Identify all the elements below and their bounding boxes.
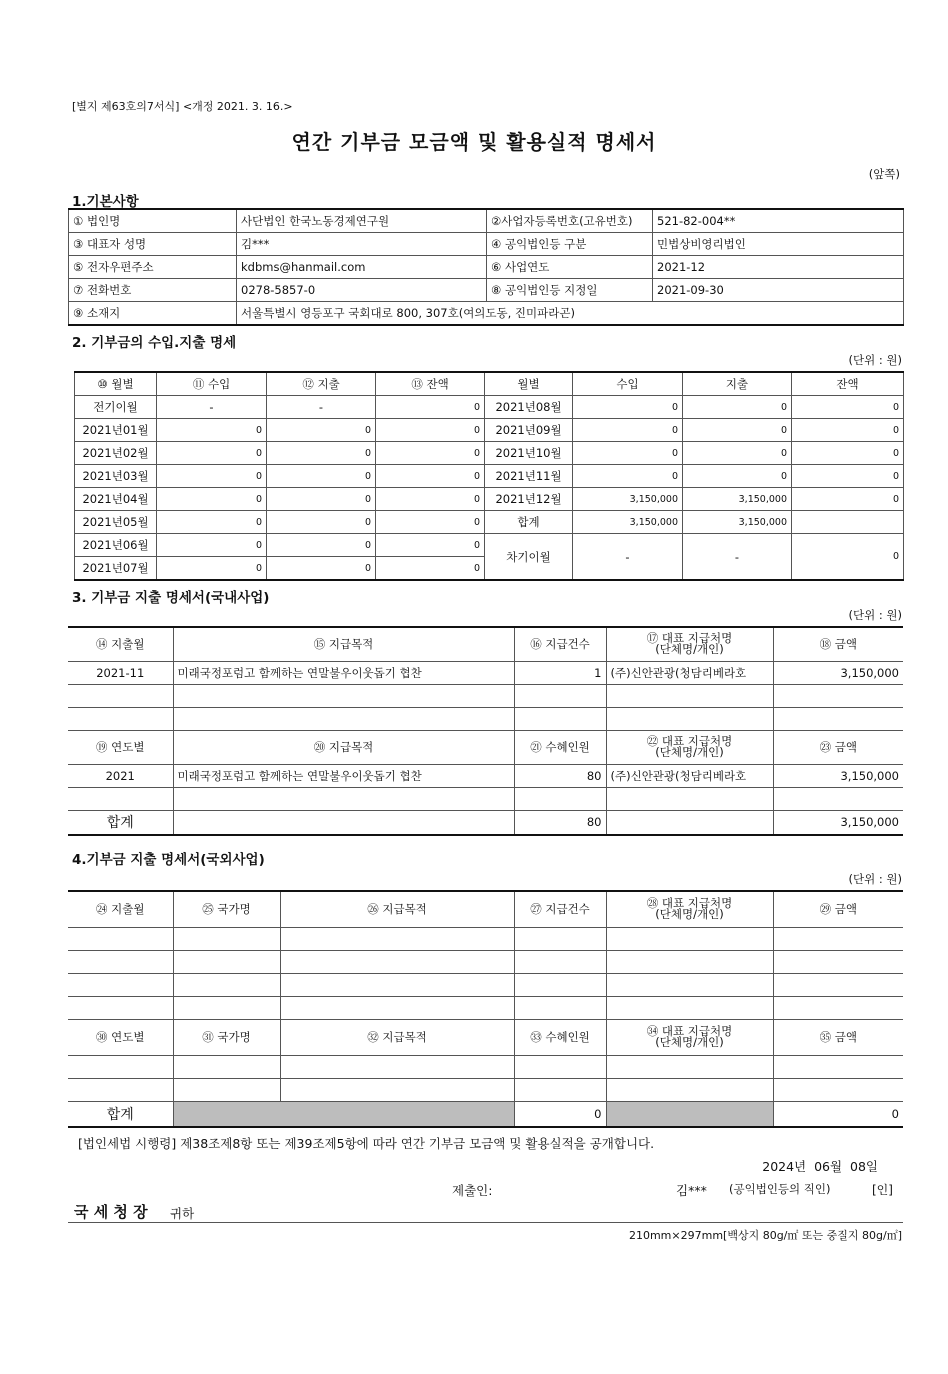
income-cell: 0 [157,442,267,465]
col-header: ㉗ 지급건수 [514,891,606,927]
month-cell: 2021년11월 [485,465,573,488]
empty-cell [606,787,773,810]
col-header: ㉔ 지출월 [68,891,173,927]
shaded-cell [606,1101,773,1127]
income-cell: 0 [573,419,683,442]
empty-cell [173,1055,280,1078]
col-header [606,730,773,764]
col-header: ㉜ 지급목적 [280,1019,514,1055]
col-header: ⑮ 지급목적 [173,627,514,661]
balance-cell: 0 [792,396,904,419]
label-cell: ④ 공익법인등 구분 [487,233,653,256]
table-row [75,396,904,419]
payee-header-line2: (단체명/개인) [655,1035,724,1049]
empty-cell [68,973,173,996]
income-cell: 0 [157,557,267,581]
empty-cell [173,927,280,950]
value-cell: 2021-12 [653,256,904,279]
balance-cell: 0 [792,465,904,488]
label-cell: ③ 대표자 성명 [69,233,237,256]
section1-heading: 1.기본사항 [72,194,139,210]
col-header [606,627,773,661]
income-cell: 0 [157,488,267,511]
value-cell: 521-82-004** [653,209,904,233]
amount-cell: 3,150,000 [773,764,903,787]
header-row [68,891,903,927]
expense-cell: 3,150,000 [683,488,792,511]
table-row [68,1078,903,1101]
label-cell: ⑦ 전화번호 [69,279,237,302]
col-header: ㉛ 국가명 [173,1019,280,1055]
carry-expense-cell: - [683,534,792,581]
balance-cell [792,511,904,534]
col-header: ㉖ 지급목적 [280,891,514,927]
table-row [68,707,903,730]
value-cell: 민법상비영리법인 [653,233,904,256]
empty-cell [173,973,280,996]
month-cell: 2021년06월 [75,534,157,557]
balance-cell: 0 [376,465,485,488]
payee-header-line2: (단체명/개인) [655,745,724,759]
basic-info-row [69,233,904,256]
table-row [68,684,903,707]
submission-date: 2024년 06월 08일 [762,1159,878,1174]
shaded-cell [173,1101,514,1127]
empty-cell [773,1055,903,1078]
expense-cell: 0 [683,419,792,442]
empty-cell [173,707,514,730]
payee-cell: (주)신안관광(청담리베라호 [606,661,773,684]
expense-cell: 0 [267,465,376,488]
total-people: 0 [514,1101,606,1127]
balance-cell: 0 [792,442,904,465]
expense-cell: 0 [267,534,376,557]
col-header: ㉝ 수혜인원 [514,1019,606,1055]
empty-cell [606,1055,773,1078]
header-row [68,730,903,764]
empty-cell [68,950,173,973]
empty-cell [68,927,173,950]
empty-cell [773,1078,903,1101]
payee-header-line1: ㉒ 대표 지급처명 [646,734,733,748]
header-row [75,372,904,396]
balance-cell: 0 [376,534,485,557]
col-header: ⑳ 지급목적 [173,730,514,764]
label-cell: ⑤ 전자우편주소 [69,256,237,279]
income-cell: 3,150,000 [573,511,683,534]
empty-cell [68,1078,173,1101]
recipient: 국 세 청 장 [74,1203,148,1221]
paper-spec: 210mm×297mm[백상지 80g/㎡ 또는 중질지 80g/㎡] [628,1229,902,1242]
value-cell: 2021-09-30 [653,279,904,302]
month-cell: 2021년05월 [75,511,157,534]
expense-cell: 0 [683,442,792,465]
income-cell: 0 [573,442,683,465]
address-label: ⑨ 소재지 [69,302,237,326]
honorific: 귀하 [170,1206,195,1221]
label-cell: ⑥ 사업연도 [487,256,653,279]
month-cell: 2021년04월 [75,488,157,511]
balance-cell: 0 [792,419,904,442]
page-side-label: (앞쪽) [868,167,900,181]
empty-cell [773,787,903,810]
section2-unit: (단위 : 원) [848,353,902,367]
empty-cell [173,787,514,810]
basic-info-row [69,209,904,233]
section4-unit: (단위 : 원) [848,872,902,886]
col-header: ㉚ 연도별 [68,1019,173,1055]
empty-cell [514,684,606,707]
section4-heading: 4.기부금 지출 명세서(국외사업) [72,852,265,868]
empty-cell [514,1078,606,1101]
table-row [75,419,904,442]
purpose-cell: 미래국정포럼고 함께하는 연말불우이웃돕기 협찬 [173,764,514,787]
col-header: 월별 [485,372,573,396]
address-row [69,302,904,326]
section2-heading: 2. 기부금의 수입.지출 명세 [72,335,237,351]
empty-cell [173,810,514,835]
carry-income-cell: - [573,534,683,581]
expense-cell: 0 [267,442,376,465]
table-row [75,465,904,488]
section3-unit: (단위 : 원) [848,608,902,622]
payee-header-line1: ㉘ 대표 지급처명 [646,896,733,911]
empty-cell [173,950,280,973]
income-cell: 0 [157,465,267,488]
expense-cell: 0 [267,419,376,442]
empty-cell [68,707,173,730]
col-header: ⑯ 지급건수 [514,627,606,661]
month-cell: 2021년03월 [75,465,157,488]
table-row [75,534,904,557]
table-row [68,950,903,973]
empty-cell [514,787,606,810]
balance-cell: 0 [376,511,485,534]
income-cell: 0 [573,396,683,419]
table-row [75,488,904,511]
col-header: ⑪ 수입 [157,372,267,396]
amount-cell: 3,150,000 [773,661,903,684]
income-expense-table [74,371,904,581]
empty-cell [606,927,773,950]
month-cell: 2021년10월 [485,442,573,465]
overseas-expense-table [68,890,903,1128]
submitter-name: 김*** [676,1183,707,1198]
submitter-label: 제출인: [452,1183,493,1198]
form-reference: [별지 제63호의7서식] <개정 2021. 3. 16.> [72,100,293,113]
empty-cell [68,996,173,1019]
col-header: ⑬ 잔액 [376,372,485,396]
empty-cell [606,707,773,730]
empty-cell [606,973,773,996]
empty-cell [773,684,903,707]
expense-cell: 0 [267,511,376,534]
table-row [68,927,903,950]
empty-cell [280,996,514,1019]
total-row [68,1101,903,1127]
total-amount: 3,150,000 [773,810,903,835]
total-label: 합계 [68,1101,173,1127]
month-cell: 2021-11 [68,661,173,684]
col-header: 잔액 [792,372,904,396]
empty-cell [606,996,773,1019]
col-header: ㉙ 금액 [773,891,903,927]
col-header: ㉕ 국가명 [173,891,280,927]
label-cell: ②사업자등록번호(고유번호) [487,209,653,233]
label-cell: ① 법인명 [69,209,237,233]
purpose-cell: 미래국정포럼고 함께하는 연말불우이웃돕기 협찬 [173,661,514,684]
header-row [68,1019,903,1055]
value-cell: 사단법인 한국노동경제연구원 [237,209,487,233]
value-cell: kdbms@hanmail.com [237,256,487,279]
expense-cell: 0 [267,488,376,511]
people-cell: 80 [514,764,606,787]
total-people: 80 [514,810,606,835]
col-header: 지출 [683,372,792,396]
total-row [68,810,903,835]
seal-mark: [인] [872,1183,893,1197]
month-cell: 2021년09월 [485,419,573,442]
count-cell: 1 [514,661,606,684]
table-row [75,511,904,534]
section3-heading: 3. 기부금 지출 명세서(국내사업) [72,590,270,606]
table-row [68,996,903,1019]
balance-cell: 0 [376,488,485,511]
basic-info-row [69,256,904,279]
domestic-expense-table [68,626,903,836]
table-row [68,787,903,810]
empty-cell [773,973,903,996]
month-cell: 2021년07월 [75,557,157,581]
table-row [68,1055,903,1078]
empty-cell [280,973,514,996]
empty-cell [280,1055,514,1078]
header-row [68,627,903,661]
empty-cell [280,1078,514,1101]
total-amount: 0 [773,1101,903,1127]
month-cell: 전기이월 [75,396,157,419]
empty-cell [606,950,773,973]
empty-cell [68,1055,173,1078]
col-header: 수입 [573,372,683,396]
income-cell: 0 [157,511,267,534]
col-header: ㉓ 금액 [773,730,903,764]
col-header: ⑫ 지출 [267,372,376,396]
empty-cell [514,927,606,950]
empty-cell [514,996,606,1019]
col-header: ㉟ 금액 [773,1019,903,1055]
expense-cell: 0 [683,396,792,419]
income-cell: 0 [573,465,683,488]
balance-cell: 0 [376,396,485,419]
empty-cell [773,707,903,730]
income-cell: 0 [157,419,267,442]
carry-balance-cell: 0 [792,534,904,581]
empty-cell [773,927,903,950]
payee-header-line1: ㉞ 대표 지급처명 [646,1024,733,1038]
value-cell: 0278-5857-0 [237,279,487,302]
income-cell: - [157,396,267,419]
basic-info-table [68,208,904,326]
month-cell: 2021년08월 [485,396,573,419]
value-cell: 김*** [237,233,487,256]
table-row [75,442,904,465]
balance-cell: 0 [792,488,904,511]
empty-cell [173,996,280,1019]
legal-notice: [법인세법 시행령] 제38조제8항 또는 제39조제5항에 따라 연간 기부금 모금액 및 활용실적을 공개합니다. [78,1136,655,1151]
month-cell: 2021년02월 [75,442,157,465]
empty-cell [173,684,514,707]
expense-cell: - [267,396,376,419]
month-cell: 2021년12월 [485,488,573,511]
empty-cell [514,707,606,730]
empty-cell [173,1078,280,1101]
empty-cell [68,787,173,810]
document-title: 연간 기부금 모금액 및 활용실적 명세서 [291,130,657,154]
carry-label-cell: 차기이월 [485,534,573,581]
col-header: ⑱ 금액 [773,627,903,661]
total-label-cell: 합계 [485,511,573,534]
income-cell: 0 [157,534,267,557]
income-cell: 3,150,000 [573,488,683,511]
expense-cell: 0 [267,557,376,581]
expense-cell: 3,150,000 [683,511,792,534]
balance-cell: 0 [376,419,485,442]
empty-cell [280,950,514,973]
table-row [68,764,903,787]
empty-cell [606,684,773,707]
year-cell: 2021 [68,764,173,787]
expense-cell: 0 [683,465,792,488]
col-header [606,891,773,927]
empty-cell [514,950,606,973]
payee-header-line2: (단체명/개인) [655,907,724,922]
col-header: ⑲ 연도별 [68,730,173,764]
address-value: 서울특별시 영등포구 국회대로 800, 307호(여의도동, 진미파라곤) [237,302,904,326]
empty-cell [773,950,903,973]
col-header: ㉑ 수혜인원 [514,730,606,764]
payee-header-line1: ⑰ 대표 지급처명 [646,631,733,646]
col-header: ⑩ 월별 [75,372,157,396]
label-cell: ⑧ 공익법인등 지정일 [487,279,653,302]
empty-cell [606,810,773,835]
total-label: 합계 [68,810,173,835]
empty-cell [514,973,606,996]
empty-cell [606,1078,773,1101]
table-row [68,973,903,996]
col-header: ⑭ 지출월 [68,627,173,661]
col-header [606,1019,773,1055]
empty-cell [514,1055,606,1078]
footer-divider [68,1222,903,1223]
submitter-role: (공익법인등의 직인) [729,1182,831,1196]
balance-cell: 0 [376,442,485,465]
empty-cell [773,996,903,1019]
payee-header-line2: (단체명/개인) [655,642,724,657]
balance-cell: 0 [376,557,485,581]
basic-info-row [69,279,904,302]
month-cell: 2021년01월 [75,419,157,442]
payee-cell: (주)신안관광(청담리베라호 [606,764,773,787]
table-row [68,661,903,684]
empty-cell [280,927,514,950]
empty-cell [68,684,173,707]
